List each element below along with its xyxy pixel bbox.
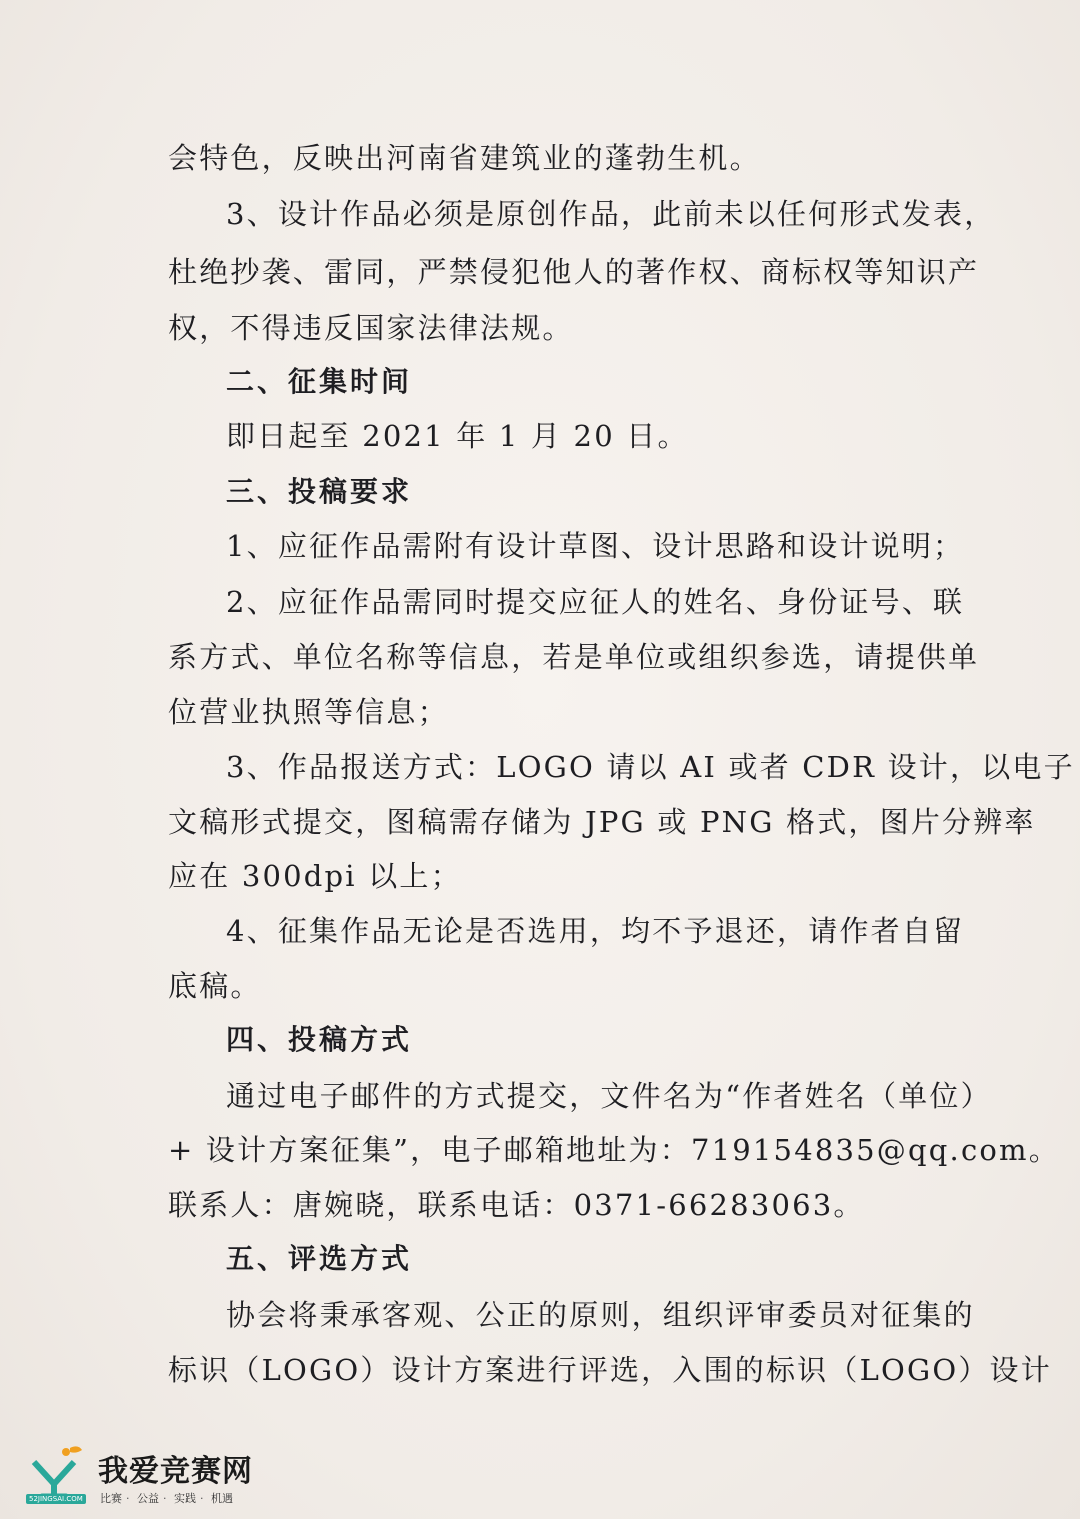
body-line: 应在 300dpi 以上； (168, 859, 462, 893)
body-line: + 设计方案征集”，电子邮箱地址为：719154835@qq.com。 (168, 1133, 1060, 1167)
section-heading-collection-time: 二、征集时间 (226, 365, 413, 398)
watermark-site-name: 我爱竞赛网 (98, 1454, 253, 1489)
body-line: 杜绝抄袭、雷同，严禁侵犯他人的著作权、商标权等知识产 (168, 255, 980, 289)
body-line: 3、设计作品必须是原创作品，此前未以任何形式发表， (226, 197, 996, 231)
section-heading-submission-requirements: 三、投稿要求 (226, 475, 413, 508)
body-line: 通过电子邮件的方式提交，文件名为“作者姓名（单位） (226, 1079, 992, 1113)
body-line: 文稿形式提交，图稿需存储为 JPG 或 PNG 格式，图片分辨率 (168, 805, 1036, 839)
watermark-tag: 机遇 (211, 1492, 233, 1505)
section-heading-submission-method: 四、投稿方式 (226, 1023, 413, 1056)
watermark-tag: 公益 (137, 1492, 159, 1505)
body-line: 权，不得违反国家法律法规。 (168, 311, 574, 345)
body-line: 4、征集作品无论是否选用，均不予退还，请作者自留 (226, 914, 965, 948)
watermark-tag: 实践 (174, 1492, 196, 1505)
watermark-domain: 52JINGSAI.COM (26, 1494, 86, 1504)
watermark-tag: 比赛 (100, 1492, 122, 1505)
body-line: 标识（LOGO）设计方案进行评选，入围的标识（LOGO）设计 (168, 1353, 1052, 1387)
body-line: 底稿。 (168, 969, 262, 1003)
body-line: 2、应征作品需同时提交应征人的姓名、身份证号、联 (226, 585, 965, 619)
body-line: 1、应征作品需附有设计草图、设计思路和设计说明； (226, 529, 965, 563)
body-line: 系方式、单位名称等信息，若是单位或组织参选，请提供单 (168, 640, 980, 674)
body-line: 会特色，反映出河南省建筑业的蓬勃生机。 (168, 141, 761, 175)
body-line: 位营业执照等信息； (168, 695, 449, 729)
body-line: 协会将秉承客观、公正的原则，组织评审委员对征集的 (226, 1298, 975, 1332)
watermark-tags: 比赛 · 公益 · 实践 · 机遇 (100, 1492, 233, 1505)
watermark-logo (14, 1438, 274, 1510)
section-heading-evaluation-method: 五、评选方式 (226, 1242, 413, 1275)
body-line: 即日起至 2021 年 1 月 20 日。 (226, 419, 689, 453)
body-line: 3、作品报送方式：LOGO 请以 AI 或者 CDR 设计，以电子 (226, 750, 1075, 784)
body-line: 联系人：唐婉晓，联系电话：0371-66283063。 (168, 1188, 865, 1222)
